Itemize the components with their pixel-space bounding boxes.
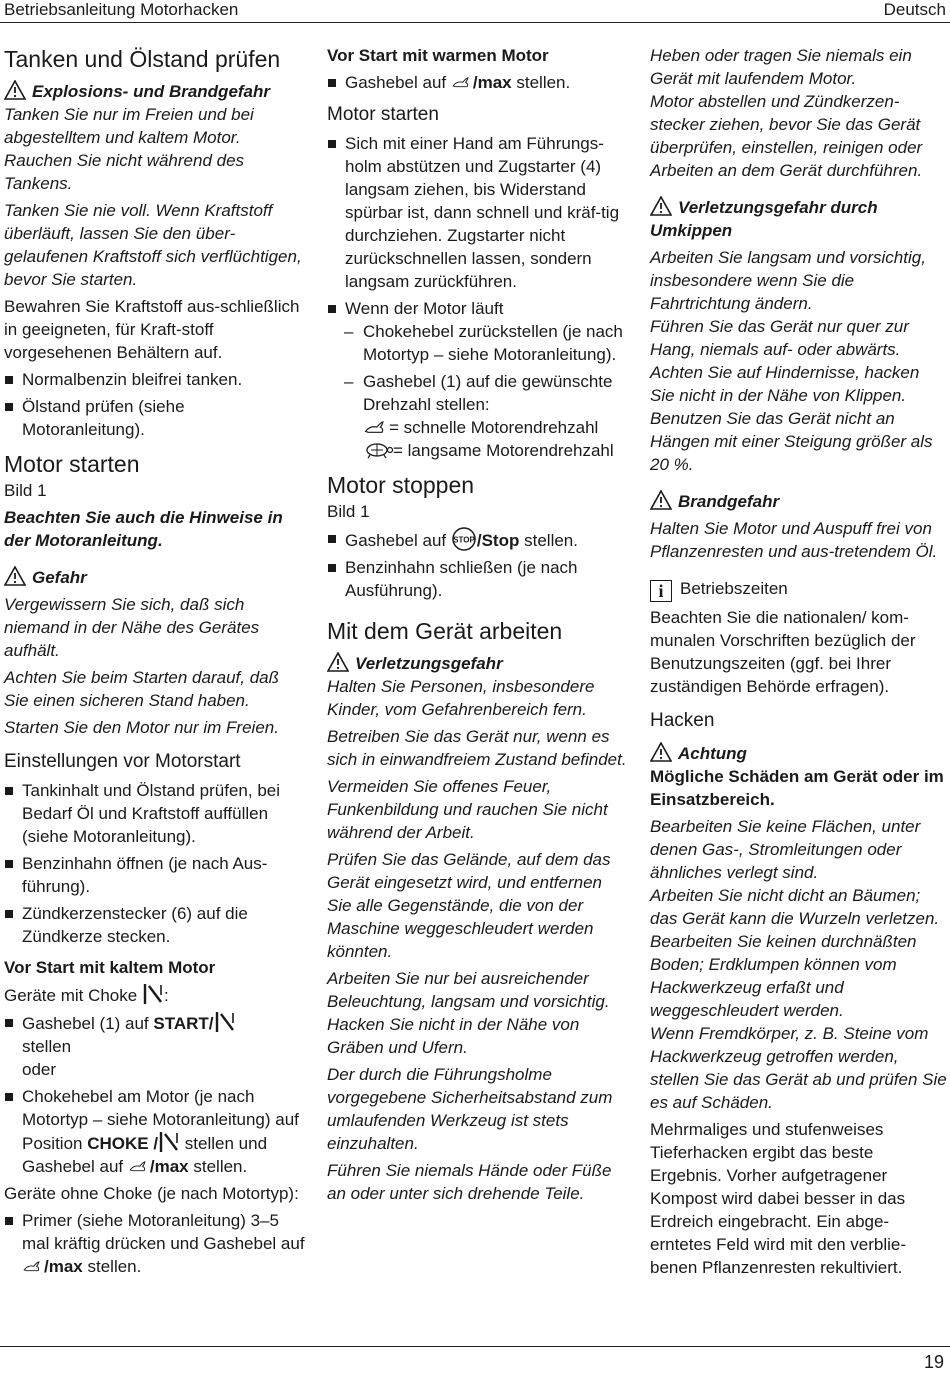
- bullet-zuendkerze: Zündkerzenstecker (6) auf die Zündkerze stecken.: [4, 902, 306, 948]
- heading-einstellungen: Einstellungen vor Motorstart: [4, 751, 241, 772]
- choke-icon: [142, 983, 164, 1005]
- achtung-text-2: Arbeiten Sie nicht dicht an Bäumen; das Gerät kann die Wurzeln verletzen.: [650, 886, 940, 928]
- achtung-text-4: Wenn Fremdkörper, z. B. Steine vom Hackwerkzeug getroffen werden, stellen Sie das Gerät ab und prüfen Sie es auf Schäden.: [650, 1024, 947, 1112]
- svg-text:STOP: STOP: [453, 535, 475, 545]
- warning-triangle-icon: [650, 196, 672, 216]
- achtung-subtitle: Mögliche Schäden am Gerät oder im Einsatzbereich.: [650, 767, 944, 809]
- warning-text-3: Vermeiden Sie offenes Feuer, Funkenbildung und rauchen Sie nicht während der Arbeit.: [327, 777, 608, 842]
- header-language: Deutsch: [883, 0, 946, 19]
- info-icon: i: [650, 580, 672, 602]
- warning-triangle-icon: [4, 566, 26, 586]
- warning-achtung-title: Achtung: [650, 742, 948, 765]
- hare-fast-icon: [451, 74, 473, 92]
- achtung-text-3: Bearbeiten Sie keinen durchnäßten Boden; Erdklumpen können vom Hackwerkzeug erfaßt und weggeschleudert werden.: [650, 932, 917, 1020]
- warning-explosion-title: Explosions- und Brandgefahr: [4, 80, 306, 103]
- bullet-benzin: Normalbenzin bleifrei tanken.: [4, 368, 306, 391]
- warning-text-2: Betreiben Sie das Gerät nur, wenn es sich in einwandfreiem Zustand befindet.: [327, 727, 627, 769]
- warning-triangle-icon: [4, 80, 26, 100]
- header-rule: [0, 22, 950, 23]
- warning-triangle-icon: [650, 742, 672, 762]
- brand-text: Halten Sie Motor und Auspuff frei von Pflanzenresten und aus-tretendem Öl.: [650, 519, 938, 561]
- bullet-chokehebel: Chokehebel am Motor (je nach Motortyp – siehe Motoranleitung) auf Position CHOKE / stellen und Gashebel auf /max stellen.: [4, 1085, 306, 1178]
- warning-umkippen-title: Verletzungsgefahr durch Umkippen: [650, 198, 878, 240]
- warning-gefahr-text-3: Starten Sie den Motor nur im Freien.: [4, 718, 279, 737]
- warning-gefahr-text-1: Vergewissern Sie sich, daß sich niemand in der Nähe des Gerätes aufhält.: [4, 595, 260, 660]
- bullet-gashebel-max: Gashebel auf /max stellen.: [327, 71, 629, 94]
- bullet-gashebel-start: Gashebel (1) auf START/ stellen oder: [4, 1011, 306, 1081]
- umkippen-text-1: Arbeiten Sie langsam und vorsichtig, insbesondere wenn Sie die Fahrtrichtung ändern.: [650, 248, 926, 313]
- heading-warmer-motor: Vor Start mit warmen Motor: [327, 46, 549, 65]
- no-choke-intro: Geräte ohne Choke (je nach Motortyp):: [4, 1184, 299, 1203]
- heading-motor-stoppen: Motor stoppen: [327, 472, 475, 498]
- choke-intro: Geräte mit Choke :: [4, 983, 306, 1007]
- warning-triangle-icon: [650, 490, 672, 510]
- safety-text-2: Motor abstellen und Zündkerzen-stecker ziehen, bevor Sie das Gerät überprüfen, einstellen, reinigen oder Arbeiten an dem Gerät durchführen.: [650, 92, 923, 180]
- warning-gefahr-text-2: Achten Sie beim Starten darauf, daß Sie einen sicheren Stand haben.: [4, 668, 279, 710]
- column-middle: [327, 44, 629, 1205]
- stop-icon: [451, 527, 477, 551]
- bullet-benzinhahn-schliessen: Benzinhahn schließen (je nach Ausführung).: [327, 556, 629, 602]
- info-betriebszeiten-title: i Betriebszeiten: [650, 577, 948, 602]
- storage-paragraph: Bewahren Sie Kraftstoff aus-schließlich in geeigneten, für Kraft-stoff vorgesehenen Behältern auf.: [4, 297, 300, 362]
- umkippen-text-4: Benutzen Sie das Gerät nicht an Hängen mit einer Steigung größer als 20 %.: [650, 409, 933, 474]
- hacken-paragraph: Mehrmaliges und stufenweises Tieferhacken ergibt das beste Ergebnis. Vorher aufgetragener Kompost wird dabei besser in das Erdreich eingebracht. Ein abge-erntetes Feld wird mit den verblie-benen Pflanzenresten rekultiviert.: [650, 1120, 907, 1277]
- heading-motor-starten: Motor starten: [4, 451, 140, 477]
- bullet-primer: Primer (siehe Motoranleitung) 3–5 mal kräftig drücken und Gashebel auf /max stellen.: [4, 1209, 306, 1278]
- header-title: Betriebsanleitung Motorhacken: [4, 0, 239, 19]
- warning-text-1: Halten Sie Personen, insbesondere Kinder, vom Gefahrenbereich fern.: [327, 677, 595, 719]
- footer-rule: [0, 1346, 950, 1347]
- warning-text-5: Arbeiten Sie nur bei ausreichender Beleuchtung, langsam und vorsichtig. Hacken Sie nicht in der Nähe von Gräben und Ufern.: [327, 969, 610, 1057]
- page-header: [0, 0, 950, 24]
- warning-gefahr-title: Gefahr: [4, 566, 306, 589]
- bullet-oelstand: Ölstand prüfen (siehe Motoranleitung).: [4, 395, 306, 441]
- speed-fast-line: = schnelle Motorendrehzahl: [327, 416, 629, 439]
- column-left: [4, 44, 306, 1278]
- dash-gashebel: – Gashebel (1) auf die gewünschte Drehzahl stellen:: [344, 372, 613, 414]
- umkippen-text-2: Führen Sie das Gerät nur quer zur Hang, niemals auf- oder abwärts.: [650, 317, 909, 359]
- hare-fast-icon: [22, 1258, 44, 1276]
- bullet-motor-laeuft: Wenn der Motor läuft: [327, 297, 629, 320]
- warning-text-4: Prüfen Sie das Gelände, auf dem das Gerät eingesetzt wird, und entfernen Sie alle Gegenstände, die von der Maschine weggeschleudert werden könnten.: [327, 850, 611, 961]
- hare-fast-icon: [128, 1158, 150, 1176]
- figure-reference-2: Bild 1: [327, 502, 370, 521]
- warning-triangle-icon: [327, 652, 349, 672]
- warning-verletzung-title: Verletzungsgefahr: [327, 652, 629, 675]
- note-motoranleitung: Beachten Sie auch die Hinweise in der Motoranleitung.: [4, 508, 283, 550]
- warning-explosion-text-1: Tanken Sie nur im Freien und bei abgestelltem und kaltem Motor. Rauchen Sie nicht während des Tankens.: [4, 105, 254, 193]
- choke-icon: [158, 1131, 180, 1153]
- dash-chokehebel: – Chokehebel zurückstellen (je nach Motortyp – siehe Motoranleitung).: [344, 322, 623, 364]
- speed-slow-line: = langsame Motorendrehzahl: [327, 439, 629, 462]
- warning-explosion-text-2: Tanken Sie nie voll. Wenn Kraftstoff überläuft, lassen Sie den über-gelaufenen Kraftstoff sich verflüchtigen, bevor Sie starten.: [4, 201, 302, 289]
- heading-tanken: Tanken und Ölstand prüfen: [4, 46, 281, 72]
- figure-reference: Bild 1: [4, 481, 47, 500]
- heading-kalter-motor: Vor Start mit kaltem Motor: [4, 958, 216, 977]
- bullet-gashebel-stop: Gashebel auf STOP /Stop stellen.: [327, 527, 629, 552]
- safety-text-1: Heben oder tragen Sie niemals ein Gerät mit laufendem Motor.: [650, 46, 912, 88]
- turtle-slow-icon: [363, 440, 393, 460]
- warning-text-7: Führen Sie niemals Hände oder Füße an oder unter sich drehende Teile.: [327, 1161, 612, 1203]
- achtung-text-1: Bearbeiten Sie keine Flächen, unter denen Gas-, Stromleitungen oder ähnliches verlegt sind.: [650, 817, 921, 882]
- umkippen-text-3: Achten Sie auf Hindernisse, hacken Sie nicht in der Nähe von Klippen.: [650, 363, 920, 405]
- bullet-tankinhalt: Tankinhalt und Ölstand prüfen, bei Bedarf Öl und Kraftstoff auffüllen (siehe Motoranleitung).: [4, 779, 306, 848]
- heading-hacken: Hacken: [650, 710, 715, 731]
- hare-fast-icon: [363, 419, 389, 437]
- warning-text-6: Der durch die Führungsholme vorgegebene Sicherheitsabstand zum umlaufenden Werkzeug ist stets einzuhalten.: [327, 1065, 613, 1153]
- bullet-benzinhahn: Benzinhahn öffnen (je nach Aus-führung).: [4, 852, 306, 898]
- bullet-zugstarter: Sich mit einer Hand am Führungs-holm abstützen und Zugstarter (4) langsam ziehen, bis Widerstand spürbar ist, dann schnell und kräf-tig durchziehen. Zugstarter nicht zurückschnellen lassen, sondern langsam zurückführen.: [327, 132, 629, 293]
- info-text: Beachten Sie die nationalen/ kom-munalen Vorschriften bezüglich der Benutzungszeiten (ggf. bei Ihrer zuständigen Behörde erfragen).: [650, 608, 916, 696]
- heading-motor-starten-2: Motor starten: [327, 104, 439, 125]
- choke-icon: [214, 1011, 236, 1033]
- page-number: 19: [923, 1352, 944, 1372]
- column-right: [650, 44, 948, 1279]
- warning-brand-title: Brandgefahr: [650, 490, 948, 513]
- heading-mit-geraet-arbeiten: Mit dem Gerät arbeiten: [327, 618, 563, 644]
